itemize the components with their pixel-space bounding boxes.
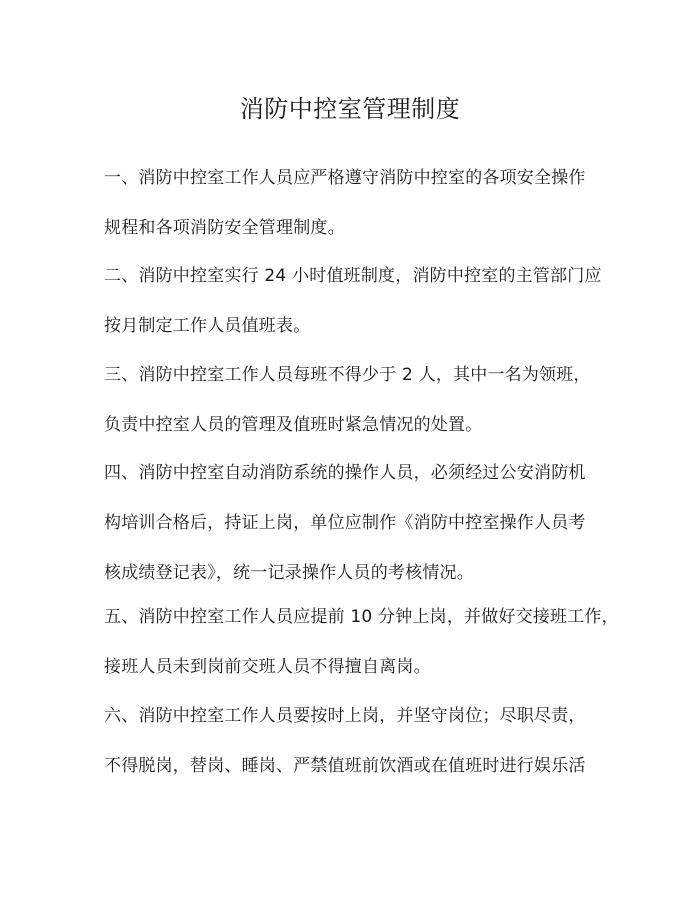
paragraph-line: 六、消防中控室工作人员要按时上岗，并坚守岗位；尽职尽责， bbox=[104, 706, 586, 726]
paragraph-4 bbox=[104, 461, 624, 585]
paragraph-3 bbox=[104, 363, 624, 437]
paragraph-6 bbox=[104, 704, 624, 778]
paragraph-line: 构培训合格后，持证上岗，单位应制作《消防中控室操作人员考 bbox=[104, 513, 586, 533]
paragraph-2 bbox=[104, 264, 624, 338]
paragraph-line: 负责中控室人员的管理及值班时紧急情况的处置。 bbox=[104, 415, 483, 435]
paragraph-line: 按月制定工作人员值班表。 bbox=[104, 316, 311, 336]
paragraph-5 bbox=[104, 605, 624, 679]
paragraph-line: 不得脱岗，替岗、睡岗、严禁值班前饮酒或在值班时进行娱乐活 bbox=[104, 756, 586, 776]
paragraph-line: 规程和各项消防安全管理制度。 bbox=[104, 218, 345, 238]
paragraph-line: 接班人员未到岗前交班人员不得擅自离岗。 bbox=[104, 657, 431, 677]
paragraph-line: 五、消防中控室工作人员应提前 10 分钟上岗，并做好交接班工作， bbox=[104, 607, 619, 627]
paragraph-1 bbox=[104, 166, 624, 240]
paragraph-line: 核成绩登记表》，统一记录操作人员的考核情况。 bbox=[104, 563, 474, 583]
paragraph-line: 一、消防中控室工作人员应严格遵守消防中控室的各项安全操作 bbox=[104, 168, 586, 188]
paragraph-line: 二、消防中控室实行 24 小时值班制度，消防中控室的主管部门应 bbox=[104, 266, 602, 286]
paragraph-line: 三、消防中控室工作人员每班不得少于 2 人，其中一名为领班， bbox=[104, 365, 591, 385]
document-title: 消防中控室管理制度 bbox=[239, 95, 461, 123]
paragraph-line: 四、消防中控室自动消防系统的操作人员，必须经过公安消防机 bbox=[104, 463, 586, 483]
